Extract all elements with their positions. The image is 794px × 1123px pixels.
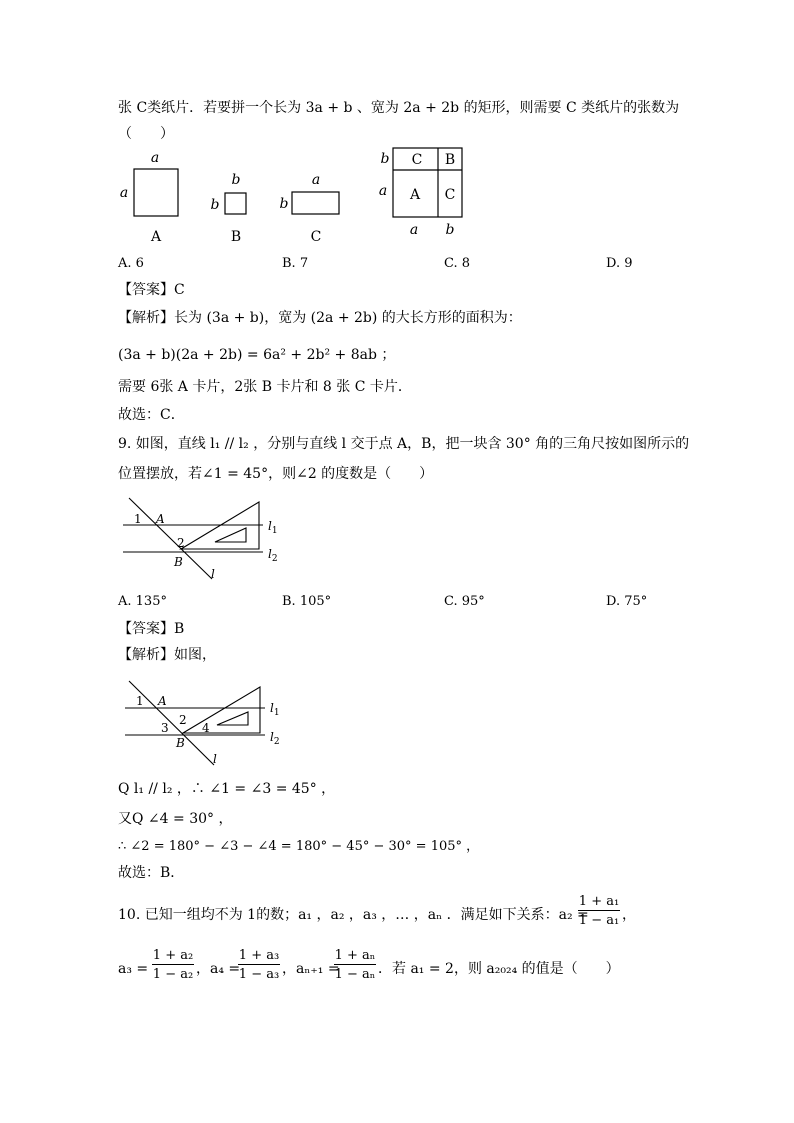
q9-stem-line1: 9. 如图，直线 l₁ // l₂ ，分别与直线 l 交于点 A，B，把一块含 30° 角的三角尺按如图所示的 (118, 436, 690, 452)
q9-option-c: C. 95° (444, 594, 485, 609)
square-b-top-label: b (231, 172, 241, 188)
rect-c-name: C (310, 229, 322, 245)
q10-an-den: 1 − aₙ (334, 964, 376, 981)
q10-line1: 10. 已知一组均不为 1的数；a₁ ，a₂ ，a₃ ，… ，aₙ ．满足如下关系：a₂ = (118, 907, 589, 923)
q9-l2-label: $l_2$ (268, 547, 278, 564)
q10-a3-den: 1 − a₂ (152, 964, 194, 981)
q10-a3-num: 1 + a₂ (152, 948, 194, 963)
cell-a: A (409, 187, 421, 203)
composite-bottom-b-label: b (445, 222, 455, 238)
q8-option-a: A. 6 (118, 256, 144, 271)
q10-an-lhs: ，aₙ₊₁ = (282, 961, 340, 977)
q9-option-b: B. 105° (282, 594, 332, 609)
q8-option-b: B. 7 (282, 256, 309, 271)
q9b-point-b-label: B (176, 736, 185, 750)
q9b-l1-label: $l_1$ (270, 701, 280, 718)
q10-frac1-den: 1 − a₁ (578, 910, 620, 927)
rect-c-side-label: b (279, 196, 289, 212)
q10-a4-den: 1 − a₃ (238, 964, 280, 981)
q9b-angle1-label: 1 (136, 694, 144, 708)
square-b-side-label: b (210, 197, 220, 213)
q9-answer: 【答案】B (118, 621, 185, 637)
q10-a4-num: 1 + a₃ (238, 948, 280, 963)
q8-analysis-line3: 需要 6张 A 卡片，2张 B 卡片和 8 张 C 卡片． (118, 379, 412, 395)
q10-an-frac (334, 949, 376, 981)
composite-a-label: a (378, 183, 388, 199)
square-a-side-label: a (119, 185, 129, 201)
square-a-name: A (150, 229, 162, 245)
q9-analysis-line2: 又Q ∠4 = 30° ， (118, 811, 233, 827)
q9-analysis-figure (120, 673, 290, 773)
q10-an-num: 1 + aₙ (334, 948, 376, 963)
q8-option-c: C. 8 (444, 256, 471, 271)
q9b-line-l-label: l (213, 752, 217, 766)
square-a-top-label: a (150, 150, 160, 166)
cell-c-right: C (444, 187, 456, 203)
q9-stem-line2: 位置摆放，若∠1 = 45°，则∠2 的度数是（ ） (118, 466, 434, 482)
q8-option-d: D. 9 (606, 256, 633, 271)
q9-point-a-label: A (156, 512, 165, 526)
q9b-point-a-label: A (158, 694, 167, 708)
rect-c-figure (275, 165, 350, 248)
q9-analysis-line1: Q l₁ // l₂ ，∴ ∠1 = ∠3 = 45° ， (118, 781, 336, 797)
q10-a4-frac (238, 949, 280, 981)
q8-analysis-line4: 故选：C． (118, 407, 185, 423)
q9-l1-label: $l_1$ (268, 519, 278, 536)
square-b-name: B (230, 229, 242, 245)
q10-a4-lhs: ，a₄ = (196, 961, 241, 977)
q8-stem-line1: 张 C类纸片．若要拼一个长为 3a + b 、宽为 2a + 2b 的矩形，则需要 C 类纸片的张数为 (118, 100, 680, 116)
q9b-angle2-label: 2 (179, 713, 187, 727)
q10-a3-lhs: a₃ = (118, 961, 149, 977)
q8-analysis-line2: (3a + b)(2a + 2b) = 6a² + 2b² + 8ab ； (118, 347, 396, 363)
cell-c-top: C (411, 152, 423, 168)
q10-frac1-num: 1 + a₁ (578, 894, 620, 909)
rect-c-top-label: a (311, 172, 321, 188)
q9-line-l-label: l (211, 567, 215, 581)
q8-stem-line2: （ ） (118, 126, 174, 142)
q10-line1-tail: ， (622, 907, 636, 923)
composite-b-label: b (380, 151, 390, 167)
square-a-figure (115, 148, 195, 248)
q9b-l2-label: $l_2$ (270, 730, 280, 747)
composite-bottom-a-label: a (409, 222, 419, 238)
q10-frac1 (578, 895, 620, 927)
q9-analysis-line3: ∴ ∠2 = 180° − ∠3 − ∠4 = 180° − 45° − 30° = 105° ， (118, 839, 480, 854)
q9b-angle4-label: 4 (202, 721, 210, 735)
q9b-angle3-label: 3 (161, 721, 169, 735)
q9-point-b-label: B (174, 555, 183, 569)
q9-figure (118, 492, 288, 587)
q10-a3-frac (152, 949, 194, 981)
q9-analysis-line4: 故选：B． (118, 865, 185, 881)
square-b-figure (205, 165, 260, 248)
q10-tail: ．若 a₁ = 2，则 a₂₀₂₄ 的值是（ ） (378, 961, 620, 977)
q9-option-d: D. 75° (606, 594, 648, 609)
q8-analysis-line1: 【解析】长为 (3a + b)，宽为 (2a + 2b) 的大长方形的面积为： (118, 310, 522, 326)
q9-option-a: A. 135° (118, 594, 167, 609)
q8-answer: 【答案】C (118, 282, 185, 298)
q9-angle1-label: 1 (134, 512, 142, 526)
cell-b: B (444, 152, 456, 168)
composite-figure (372, 140, 472, 240)
q9-angle2-label: 2 (177, 536, 185, 550)
q9-analysis-intro: 【解析】如图， (118, 647, 216, 663)
